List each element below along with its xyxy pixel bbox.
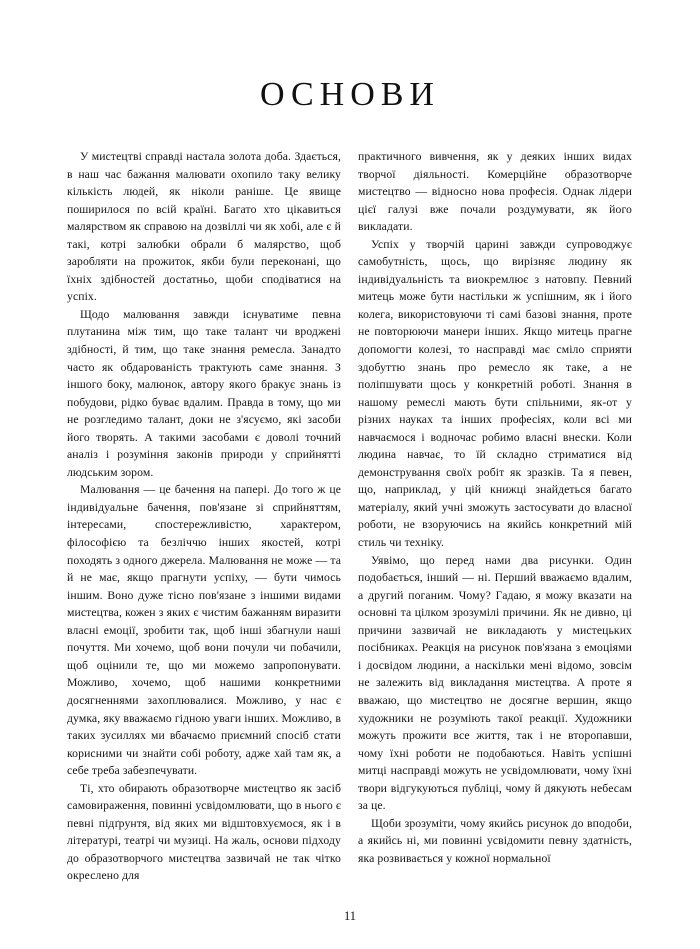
- text-columns: [0, 148, 700, 885]
- paragraph: Малювання — це бачення на папері. До того ж це індивідуальне бачення, пов'язане зі сприйняттям, інтересами, спостережливістю, характером, філософією та безліччю інших якостей, котрі походять з одного джерела. Малювання не може — та й не має, якщо прагнути успіху, — бути чимось іншим. Воно дуже тісно пов'язане з іншими видами мистецтва, кожен з яких є чистим бажанням виразити власні емоції, зробити так, щоб інші збагнули наші почуття. Ми хочемо, щоб вони почули чи побачили, щоб оцінили те, що ми можемо запропонувати. Можливо, хочемо, щоб нашими конкретними досягненнями захоплювалися. Можливо, у нас є думка, яку вважаємо гідною уваги інших. Можливо, в таких зусиллях ми вбачаємо приємний спосіб стати корисними чи знайти собі роботу, адже хай там як, а себе треба забезпечувати.: [67, 483, 341, 778]
- paragraph: Щоби зрозуміти, чому якийсь рисунок до вподоби, а якийсь ні, ми повинні усвідомити певну здатність, яка розвивається у кожної нормальної: [358, 816, 632, 865]
- left-column: [67, 148, 341, 885]
- paragraph: практичного вивчення, як у деяких інших видах творчої діяльності. Комерційне образотворче мистецтво — відносно нова професія. Однак лідери цієї галузі вже почали роздумувати, як його викладати.: [358, 150, 632, 234]
- right-column: [358, 148, 632, 885]
- chapter-title: ОСНОВИ: [260, 76, 440, 113]
- paragraph: Щодо малювання завжди існуватиме певна плутанина між тим, що таке талант чи вроджені здібності, й тим, що таке знання ремесла. Занадто часто як обдарованість трактують саме знання. З іншого боку, малюнок, автору якого бракує знань із побудови, рідко буває вдалим. Правда в тому, що ми не розгледимо талант, доки не з'ясуємо, які засоби його творять. А такими засобами є доволі точний аналіз і розуміння законів природи у сприйнятті людським зором.: [67, 307, 341, 479]
- paragraph: У мистецтві справді настала золота доба. Здається, в наш час бажання малювати охопило таку велику кількість людей, як ніколи раніше. Це явище поширилося по всій країні. Багато хто цікавиться малярством як справою на дозвіллі чи як хобі, але є й такі, котрі залюбки обрали б малярство, щоб заробляти на прожиток, якби були переконані, що їхніх здібностей достатньо, щоби сподіватися на успіх.: [67, 150, 341, 304]
- page-number: 11: [343, 909, 357, 923]
- paragraph: Ті, хто обирають образотворче мистецтво як засіб самовираження, повинні усвідомлювати, що в нього є певні підґрунтя, від яких ми відштовхуємося, як і в літературі, театрі чи музиці. На жаль, основи підходу до образотворчого мистецтва зазвичай не так чітко окреслено для: [67, 781, 341, 883]
- paragraph: Уявімо, що перед нами два рисунки. Один подобається, інший — ні. Перший вважаємо вдалим, а другий поганим. Чому? Гадаю, я можу вказати на основні та цілком зрозумілі причини. Як не дивно, ці причини зазвичай не викладають у мистецьких посібниках. Реакція на рисунок пов'язана з емоціями і досвідом людини, а наскільки мені відомо, зовсім не залежить від викладання мистецтва. А проте я вважаю, що мистецтво не досягне вершин, якщо художники не розуміють такої реакції. Художники можуть прожити все життя, так і не второпавши, чому їхні роботи не подобаються. Навіть успішні митці насправді можуть не усвідомлювати, чому їхні твори відгукуються публіці, чому й дякують небесам за це.: [358, 553, 632, 813]
- paragraph: Успіх у творчій царині завжди супроводжує самобутність, щось, що вирізняє людину як індивідуальність та виокремлює з натовпу. Певний митець може бути настільки ж успішним, як і його колега, використовуючи ті самі базові знання, проте не повторюючи манери інших. Якщо митець прагне допомогти колезі, то насправді має сміло сприяти здобуттю знань про ремесло як таке, а не поліпшувати щось у конкретній роботі. Знання в нашому ремеслі мають бути спільними, як-от у різних науках та інших професіях, коли всі ми навчаємося і водночас робимо власні внески. Коли людина навчає, то їй складно стриматися від демонстрування своїх робіт як зразків. Та я певен, що, наприклад, у цій книжці знайдеться багато матеріалу, який учні зможуть застосувати до власної роботи, не взоруючись на якийсь конкретний мій стиль чи техніку.: [358, 237, 632, 550]
